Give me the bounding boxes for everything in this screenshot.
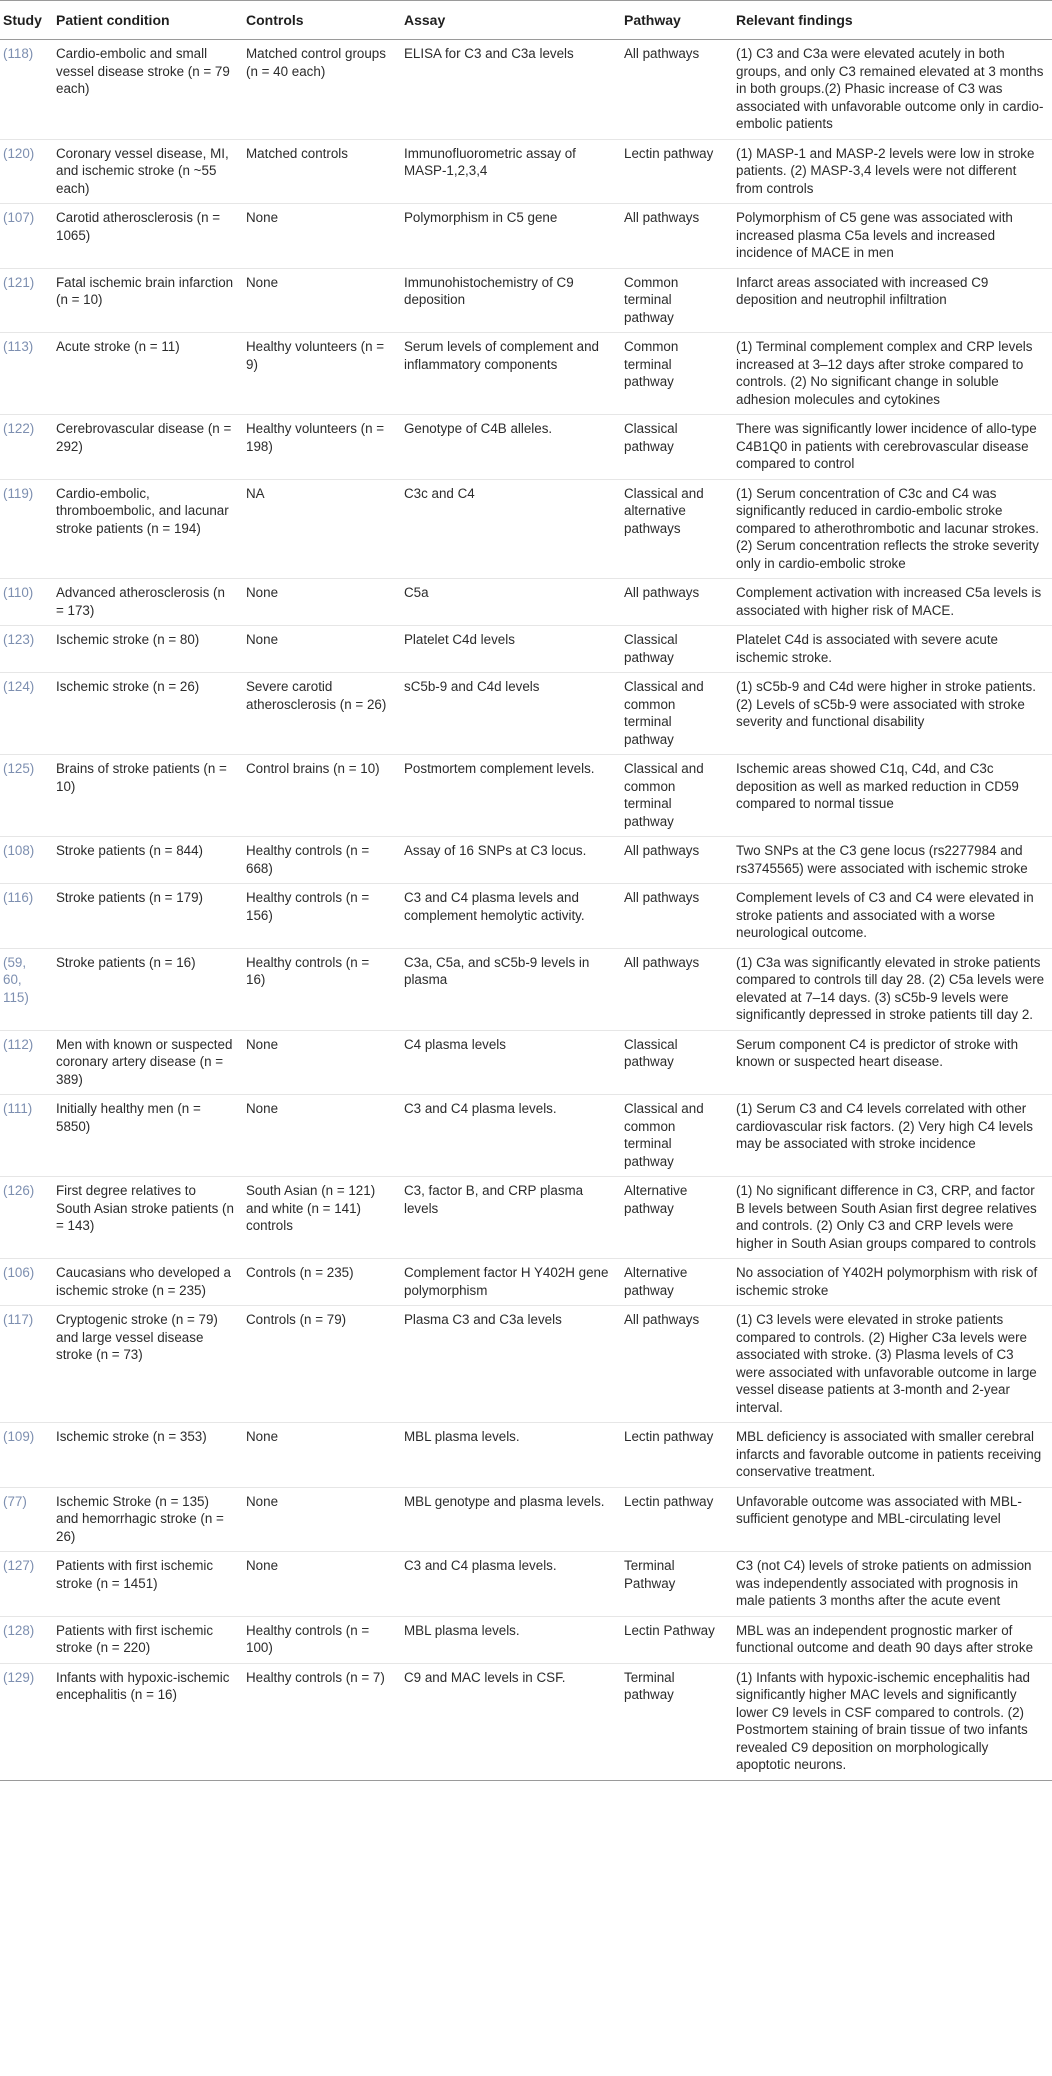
cell-relevant-findings: Complement activation with increased C5a levels is associated with higher risk of MACE.	[730, 579, 1052, 626]
cell-pathway: Classical pathway	[618, 1030, 730, 1095]
cell-relevant-findings: (1) Infants with hypoxic-ischemic encephalitis had significantly higher MAC levels and significantly lower C9 levels in CSF compared to controls. (2) Postmortem staining of brain tissue of two infants revealed C9 deposition on morphologically apoptotic neurons.	[730, 1663, 1052, 1780]
cell-relevant-findings: Platelet C4d is associated with severe acute ischemic stroke.	[730, 626, 1052, 673]
cell-controls: Matched controls	[240, 139, 398, 204]
cell-controls: Healthy volunteers (n = 198)	[240, 415, 398, 480]
cell-study-ref[interactable]: (123)	[0, 626, 50, 673]
cell-study-ref[interactable]: (125)	[0, 755, 50, 837]
cell-patient-condition: Brains of stroke patients (n = 10)	[50, 755, 240, 837]
cell-assay: Genotype of C4B alleles.	[398, 415, 618, 480]
cell-relevant-findings: (1) Serum C3 and C4 levels correlated with other cardiovascular risk factors. (2) Very high C4 levels may be associated with stroke incidence	[730, 1095, 1052, 1177]
cell-controls: Healthy controls (n = 7)	[240, 1663, 398, 1780]
cell-relevant-findings: Ischemic areas showed C1q, C4d, and C3c deposition as well as marked reduction in CD59 compared to normal tissue	[730, 755, 1052, 837]
cell-study-ref[interactable]: (77)	[0, 1487, 50, 1552]
table-row	[0, 1552, 1052, 1617]
cell-patient-condition: Advanced atherosclerosis (n = 173)	[50, 579, 240, 626]
cell-assay: Polymorphism in C5 gene	[398, 204, 618, 269]
cell-controls: Healthy controls (n = 156)	[240, 884, 398, 949]
cell-controls: None	[240, 579, 398, 626]
cell-study-ref[interactable]: (124)	[0, 673, 50, 755]
cell-patient-condition: Acute stroke (n = 11)	[50, 333, 240, 415]
cell-study-ref[interactable]: (117)	[0, 1306, 50, 1423]
cell-study-ref[interactable]: (127)	[0, 1552, 50, 1617]
cell-relevant-findings: Unfavorable outcome was associated with MBL-sufficient genotype and MBL-circulating level	[730, 1487, 1052, 1552]
cell-pathway: Classical and alternative pathways	[618, 479, 730, 579]
cell-pathway: All pathways	[618, 884, 730, 949]
cell-study-ref[interactable]: (121)	[0, 268, 50, 333]
header-pathway: Pathway	[618, 1, 730, 40]
cell-assay: C3c and C4	[398, 479, 618, 579]
table-row	[0, 204, 1052, 269]
cell-pathway: Lectin pathway	[618, 139, 730, 204]
table-row	[0, 1095, 1052, 1177]
cell-patient-condition: Ischemic stroke (n = 353)	[50, 1423, 240, 1488]
table-row	[0, 673, 1052, 755]
cell-patient-condition: Cerebrovascular disease (n = 292)	[50, 415, 240, 480]
table-row	[0, 837, 1052, 884]
table-row	[0, 755, 1052, 837]
cell-relevant-findings: Polymorphism of C5 gene was associated with increased plasma C5a levels and increased incidence of MACE in men	[730, 204, 1052, 269]
cell-controls: Healthy controls (n = 16)	[240, 948, 398, 1030]
cell-patient-condition: Stroke patients (n = 179)	[50, 884, 240, 949]
cell-assay: Complement factor H Y402H gene polymorphism	[398, 1259, 618, 1306]
cell-patient-condition: Patients with first ischemic stroke (n = 220)	[50, 1616, 240, 1663]
cell-assay: C9 and MAC levels in CSF.	[398, 1663, 618, 1780]
cell-study-ref[interactable]: (126)	[0, 1177, 50, 1259]
cell-patient-condition: Cardio-embolic and small vessel disease stroke (n = 79 each)	[50, 40, 240, 140]
cell-assay: C3 and C4 plasma levels.	[398, 1095, 618, 1177]
cell-pathway: All pathways	[618, 204, 730, 269]
cell-patient-condition: Ischemic Stroke (n = 135) and hemorrhagic stroke (n = 26)	[50, 1487, 240, 1552]
cell-assay: C3 and C4 plasma levels.	[398, 1552, 618, 1617]
table-row	[0, 1487, 1052, 1552]
cell-patient-condition: Patients with first ischemic stroke (n = 1451)	[50, 1552, 240, 1617]
cell-assay: Postmortem complement levels.	[398, 755, 618, 837]
cell-patient-condition: Cryptogenic stroke (n = 79) and large vessel disease stroke (n = 73)	[50, 1306, 240, 1423]
cell-assay: C3, factor B, and CRP plasma levels	[398, 1177, 618, 1259]
cell-patient-condition: First degree relatives to South Asian stroke patients (n = 143)	[50, 1177, 240, 1259]
cell-controls: None	[240, 1423, 398, 1488]
cell-assay: Plasma C3 and C3a levels	[398, 1306, 618, 1423]
header-patient-condition: Patient condition	[50, 1, 240, 40]
cell-controls: Controls (n = 79)	[240, 1306, 398, 1423]
header-relevant-findings: Relevant findings	[730, 1, 1052, 40]
cell-controls: Healthy controls (n = 668)	[240, 837, 398, 884]
cell-relevant-findings: (1) MASP-1 and MASP-2 levels were low in stroke patients. (2) MASP-3,4 levels were not different from controls	[730, 139, 1052, 204]
cell-assay: C4 plasma levels	[398, 1030, 618, 1095]
cell-patient-condition: Coronary vessel disease, MI, and ischemic stroke (n ~55 each)	[50, 139, 240, 204]
table-row	[0, 884, 1052, 949]
cell-controls: Matched control groups (n = 40 each)	[240, 40, 398, 140]
cell-patient-condition: Cardio-embolic, thromboembolic, and lacunar stroke patients (n = 194)	[50, 479, 240, 579]
cell-patient-condition: Infants with hypoxic-ischemic encephalitis (n = 16)	[50, 1663, 240, 1780]
cell-controls: Healthy controls (n = 100)	[240, 1616, 398, 1663]
cell-assay: MBL plasma levels.	[398, 1616, 618, 1663]
cell-relevant-findings: MBL deficiency is associated with smaller cerebral infarcts and favorable outcome in patients receiving conservative treatment.	[730, 1423, 1052, 1488]
cell-assay: MBL plasma levels.	[398, 1423, 618, 1488]
table-row	[0, 139, 1052, 204]
cell-relevant-findings: (1) C3 and C3a were elevated acutely in both groups, and only C3 remained elevated at 3 months in both groups.(2) Phasic increase of C3 was associated with unfavorable outcome only in cardio-embolic patients	[730, 40, 1052, 140]
cell-controls: Severe carotid atherosclerosis (n = 26)	[240, 673, 398, 755]
cell-controls: South Asian (n = 121) and white (n = 141) controls	[240, 1177, 398, 1259]
cell-study-ref[interactable]: (109)	[0, 1423, 50, 1488]
cell-relevant-findings: Serum component C4 is predictor of stroke with known or suspected heart disease.	[730, 1030, 1052, 1095]
cell-study-ref[interactable]: (122)	[0, 415, 50, 480]
cell-assay: C3a, C5a, and sC5b-9 levels in plasma	[398, 948, 618, 1030]
table-row	[0, 415, 1052, 480]
cell-pathway: Lectin pathway	[618, 1487, 730, 1552]
table-row	[0, 1259, 1052, 1306]
cell-assay: Platelet C4d levels	[398, 626, 618, 673]
table-row	[0, 1306, 1052, 1423]
cell-pathway: Terminal Pathway	[618, 1552, 730, 1617]
table-row	[0, 1663, 1052, 1780]
table-row	[0, 1616, 1052, 1663]
cell-controls: None	[240, 204, 398, 269]
cell-study-ref[interactable]: (112)	[0, 1030, 50, 1095]
cell-relevant-findings: Infarct areas associated with increased C9 deposition and neutrophil infiltration	[730, 268, 1052, 333]
cell-patient-condition: Stroke patients (n = 844)	[50, 837, 240, 884]
cell-pathway: All pathways	[618, 837, 730, 884]
table-row	[0, 1177, 1052, 1259]
cell-relevant-findings: MBL was an independent prognostic marker of functional outcome and death 90 days after stroke	[730, 1616, 1052, 1663]
cell-patient-condition: Fatal ischemic brain infarction (n = 10)	[50, 268, 240, 333]
table-row	[0, 1030, 1052, 1095]
cell-study-ref[interactable]: (116)	[0, 884, 50, 949]
cell-pathway: All pathways	[618, 40, 730, 140]
cell-relevant-findings: (1) C3 levels were elevated in stroke patients compared to controls. (2) Higher C3a levels were associated with stroke. (3) Plasma levels of C3 were associated with unfavorable outcome in large vessel disease patients at 3-month and 2-year interval.	[730, 1306, 1052, 1423]
cell-pathway: Common terminal pathway	[618, 268, 730, 333]
cell-pathway: Alternative pathway	[618, 1177, 730, 1259]
header-controls: Controls	[240, 1, 398, 40]
cell-relevant-findings: (1) sC5b-9 and C4d were higher in stroke patients. (2) Levels of sC5b-9 were associated with stroke severity and functional disability	[730, 673, 1052, 755]
cell-controls: None	[240, 626, 398, 673]
cell-relevant-findings: No association of Y402H polymorphism with risk of ischemic stroke	[730, 1259, 1052, 1306]
cell-patient-condition: Men with known or suspected coronary artery disease (n = 389)	[50, 1030, 240, 1095]
cell-controls: NA	[240, 479, 398, 579]
cell-study-ref[interactable]: (108)	[0, 837, 50, 884]
cell-assay: C3 and C4 plasma levels and complement hemolytic activity.	[398, 884, 618, 949]
cell-pathway: All pathways	[618, 1306, 730, 1423]
cell-pathway: Terminal pathway	[618, 1663, 730, 1780]
table-row	[0, 626, 1052, 673]
cell-patient-condition: Caucasians who developed a ischemic stroke (n = 235)	[50, 1259, 240, 1306]
cell-controls: None	[240, 1095, 398, 1177]
cell-patient-condition: Carotid atherosclerosis (n = 1065)	[50, 204, 240, 269]
cell-relevant-findings: C3 (not C4) levels of stroke patients on admission was independently associated with prognosis in male patients 3 months after the acute event	[730, 1552, 1052, 1617]
cell-pathway: Classical pathway	[618, 626, 730, 673]
cell-assay: ELISA for C3 and C3a levels	[398, 40, 618, 140]
cell-assay: sC5b-9 and C4d levels	[398, 673, 618, 755]
table-row	[0, 1423, 1052, 1488]
cell-study-ref[interactable]: (118)	[0, 40, 50, 140]
cell-relevant-findings: There was significantly lower incidence of allo-type C4B1Q0 in patients with cerebrovascular disease compared to control	[730, 415, 1052, 480]
cell-pathway: All pathways	[618, 948, 730, 1030]
table-row	[0, 948, 1052, 1030]
cell-controls: Healthy volunteers (n = 9)	[240, 333, 398, 415]
cell-study-ref[interactable]: (107)	[0, 204, 50, 269]
cell-patient-condition: Ischemic stroke (n = 26)	[50, 673, 240, 755]
header-assay: Assay	[398, 1, 618, 40]
cell-study-ref[interactable]: (113)	[0, 333, 50, 415]
cell-patient-condition: Stroke patients (n = 16)	[50, 948, 240, 1030]
header-study: Study	[0, 1, 50, 40]
cell-pathway: Classical and common terminal pathway	[618, 755, 730, 837]
cell-study-ref[interactable]: (128)	[0, 1616, 50, 1663]
cell-patient-condition: Initially healthy men (n = 5850)	[50, 1095, 240, 1177]
cell-relevant-findings: Two SNPs at the C3 gene locus (rs2277984 and rs3745565) were associated with ischemic stroke	[730, 837, 1052, 884]
cell-relevant-findings: (1) No significant difference in C3, CRP, and factor B levels between South Asian first degree relatives and controls. (2) Only C3 and CRP levels were higher in South Asian groups compared to controls	[730, 1177, 1052, 1259]
cell-controls: None	[240, 1552, 398, 1617]
cell-assay: C5a	[398, 579, 618, 626]
cell-study-ref[interactable]: (59, 60, 115)	[0, 948, 50, 1030]
cell-study-ref[interactable]: (120)	[0, 139, 50, 204]
cell-study-ref[interactable]: (106)	[0, 1259, 50, 1306]
cell-relevant-findings: (1) C3a was significantly elevated in stroke patients compared to controls till day 28. (2) C5a levels were elevated at 7–14 days. (3) sC5b-9 levels were significantly depressed in stroke patients till day 2.	[730, 948, 1052, 1030]
cell-relevant-findings: Complement levels of C3 and C4 were elevated in stroke patients and associated with a worse neurological outcome.	[730, 884, 1052, 949]
cell-pathway: Classical and common terminal pathway	[618, 673, 730, 755]
cell-pathway: Lectin pathway	[618, 1423, 730, 1488]
cell-pathway: Common terminal pathway	[618, 333, 730, 415]
table-row	[0, 479, 1052, 579]
table-row	[0, 40, 1052, 140]
cell-study-ref[interactable]: (119)	[0, 479, 50, 579]
table-row	[0, 579, 1052, 626]
cell-study-ref[interactable]: (110)	[0, 579, 50, 626]
cell-pathway: Lectin Pathway	[618, 1616, 730, 1663]
cell-controls: None	[240, 1030, 398, 1095]
header-row	[0, 1, 1052, 40]
cell-assay: MBL genotype and plasma levels.	[398, 1487, 618, 1552]
cell-assay: Serum levels of complement and inflammatory components	[398, 333, 618, 415]
cell-relevant-findings: (1) Terminal complement complex and CRP levels increased at 3–12 days after stroke compared to controls. (2) No significant change in soluble adhesion molecules and cytokines	[730, 333, 1052, 415]
cell-study-ref[interactable]: (129)	[0, 1663, 50, 1780]
cell-controls: None	[240, 268, 398, 333]
cell-patient-condition: Ischemic stroke (n = 80)	[50, 626, 240, 673]
cell-pathway: Classical pathway	[618, 415, 730, 480]
cell-controls: Control brains (n = 10)	[240, 755, 398, 837]
cell-pathway: Alternative pathway	[618, 1259, 730, 1306]
table-row	[0, 333, 1052, 415]
table-row	[0, 268, 1052, 333]
cell-assay: Assay of 16 SNPs at C3 locus.	[398, 837, 618, 884]
cell-pathway: Classical and common terminal pathway	[618, 1095, 730, 1177]
cell-assay: Immunohistochemistry of C9 deposition	[398, 268, 618, 333]
cell-controls: None	[240, 1487, 398, 1552]
cell-relevant-findings: (1) Serum concentration of C3c and C4 was significantly reduced in cardio-embolic stroke compared to atherothrombotic and lacunar strokes. (2) Serum concentration reflects the stroke severity only in cardio-embolic stroke	[730, 479, 1052, 579]
cell-pathway: All pathways	[618, 579, 730, 626]
cell-controls: Controls (n = 235)	[240, 1259, 398, 1306]
cell-study-ref[interactable]: (111)	[0, 1095, 50, 1177]
cell-assay: Immunofluorometric assay of MASP-1,2,3,4	[398, 139, 618, 204]
